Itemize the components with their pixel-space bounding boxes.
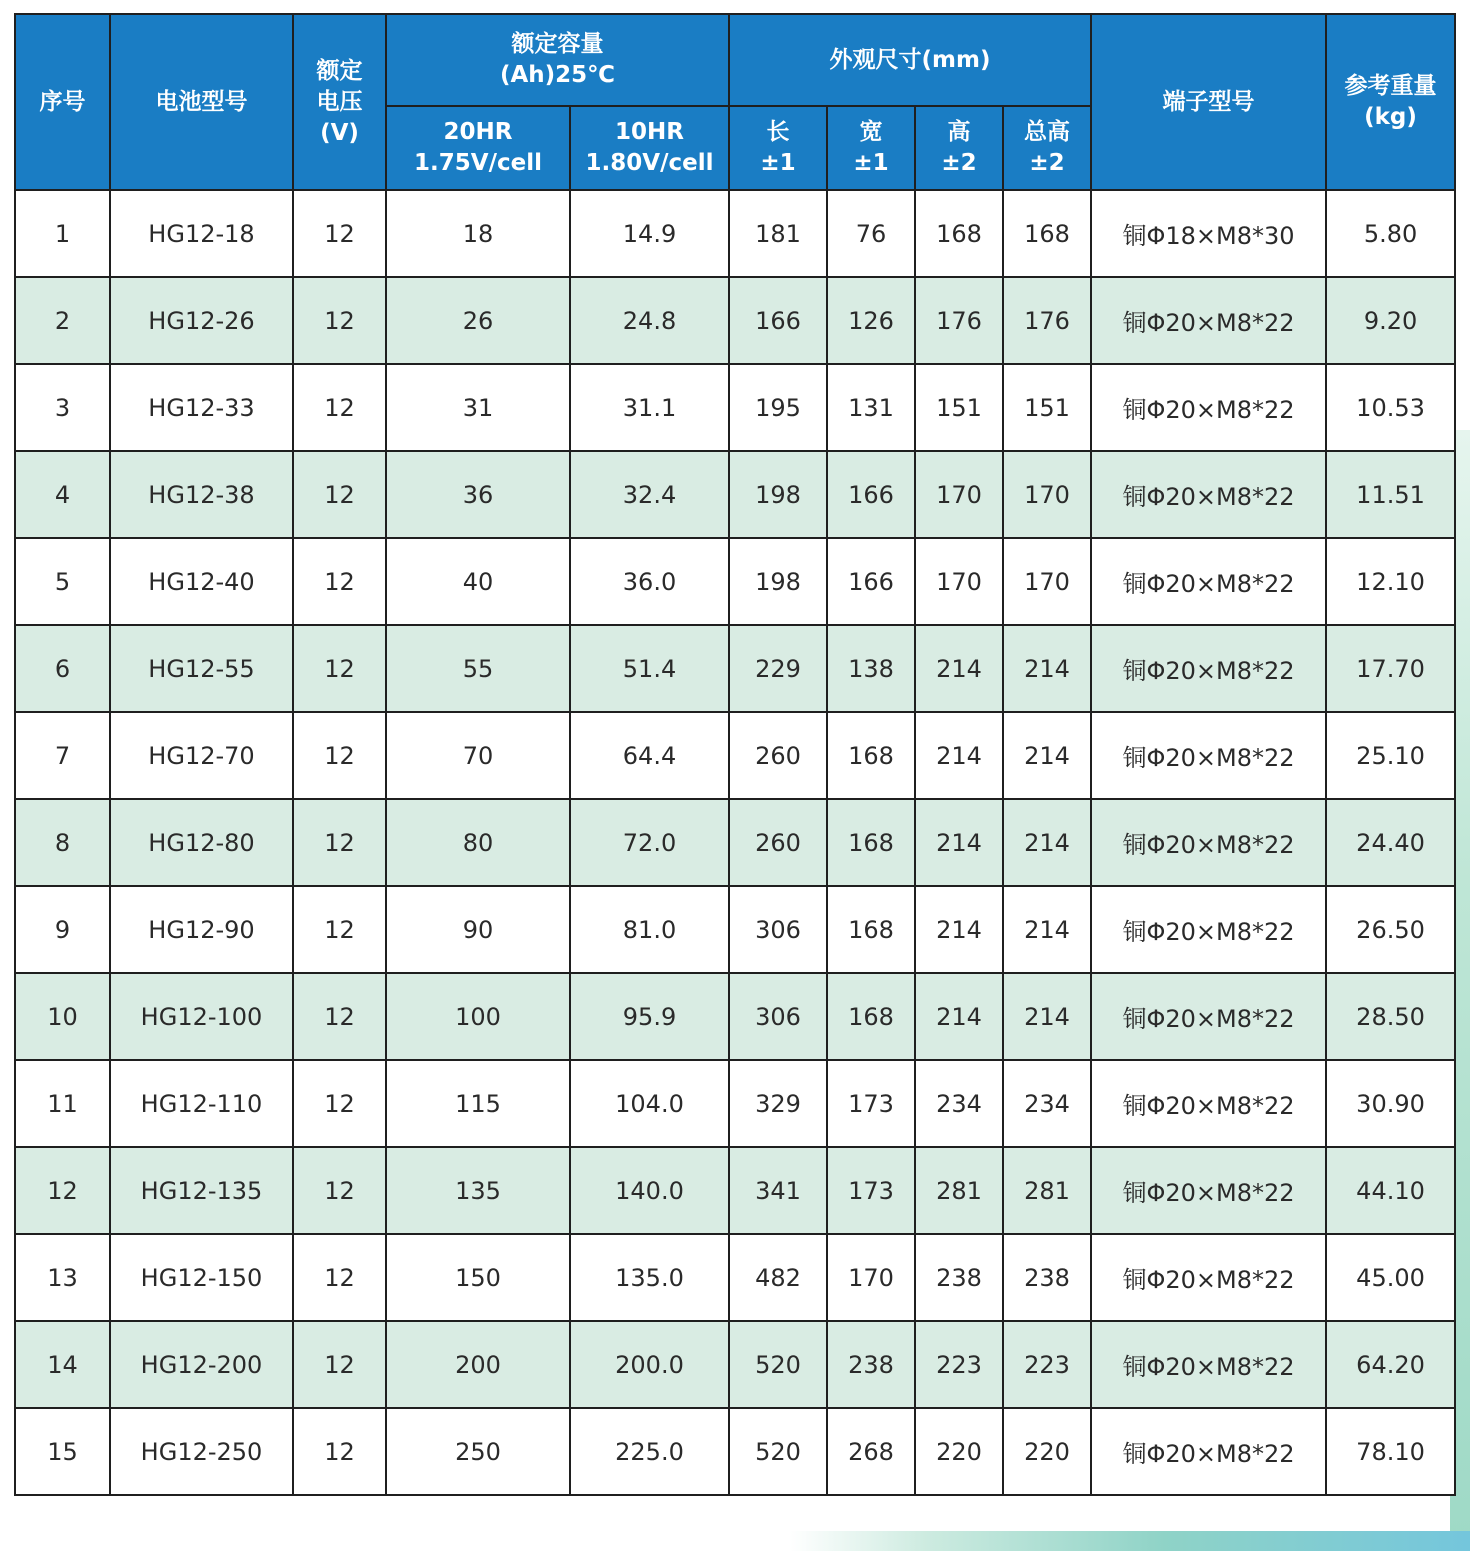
cell-length: 198 — [729, 538, 827, 625]
table-row — [15, 277, 1455, 364]
header-capacity-line2: (Ah)25℃ — [499, 62, 616, 88]
cell-voltage: 12 — [293, 625, 386, 712]
header-cap-10hr-line1: 10HR — [615, 119, 684, 145]
cell-cap-20hr: 55 — [386, 625, 570, 712]
table-row — [15, 364, 1455, 451]
cell-seq: 14 — [15, 1321, 110, 1408]
cell-terminal: 铜Φ18×M8*30 — [1091, 190, 1326, 277]
header-height-line1: 高 — [947, 119, 971, 145]
cell-width: 166 — [827, 538, 915, 625]
cell-width: 170 — [827, 1234, 915, 1321]
header-length-line2: ±1 — [760, 150, 796, 176]
table-row — [15, 799, 1455, 886]
cell-width: 131 — [827, 364, 915, 451]
header-height — [915, 106, 1003, 190]
cell-seq: 12 — [15, 1147, 110, 1234]
header-length-line1: 长 — [766, 119, 790, 145]
cell-width: 126 — [827, 277, 915, 364]
cell-seq: 10 — [15, 973, 110, 1060]
table-row — [15, 451, 1455, 538]
cell-total-height: 214 — [1003, 886, 1091, 973]
cell-model: HG12-200 — [110, 1321, 293, 1408]
cell-height: 214 — [915, 625, 1003, 712]
cell-length: 260 — [729, 799, 827, 886]
cell-seq: 1 — [15, 190, 110, 277]
cell-seq: 4 — [15, 451, 110, 538]
cell-model: HG12-135 — [110, 1147, 293, 1234]
cell-weight: 10.53 — [1326, 364, 1455, 451]
cell-voltage: 12 — [293, 973, 386, 1060]
header-voltage-line1: 额定 — [316, 57, 363, 84]
cell-cap-10hr: 135.0 — [570, 1234, 729, 1321]
cell-voltage: 12 — [293, 1060, 386, 1147]
cell-model: HG12-150 — [110, 1234, 293, 1321]
cell-length: 260 — [729, 712, 827, 799]
cell-voltage: 12 — [293, 190, 386, 277]
cell-cap-20hr: 150 — [386, 1234, 570, 1321]
cell-height: 281 — [915, 1147, 1003, 1234]
header-width-line1: 宽 — [859, 119, 883, 145]
cell-length: 181 — [729, 190, 827, 277]
cell-seq: 13 — [15, 1234, 110, 1321]
cell-weight: 11.51 — [1326, 451, 1455, 538]
cell-cap-10hr: 31.1 — [570, 364, 729, 451]
cell-height: 214 — [915, 799, 1003, 886]
cell-terminal: 铜Φ20×M8*22 — [1091, 973, 1326, 1060]
header-cap-10hr — [570, 106, 729, 190]
cell-length: 329 — [729, 1060, 827, 1147]
cell-width: 168 — [827, 886, 915, 973]
cell-model: HG12-18 — [110, 190, 293, 277]
cell-model: HG12-33 — [110, 364, 293, 451]
cell-model: HG12-90 — [110, 886, 293, 973]
header-cap-20hr-line1: 20HR — [443, 119, 513, 145]
header-total-height — [1003, 106, 1091, 190]
cell-weight: 44.10 — [1326, 1147, 1455, 1234]
cell-length: 306 — [729, 886, 827, 973]
cell-total-height: 281 — [1003, 1147, 1091, 1234]
cell-cap-10hr: 72.0 — [570, 799, 729, 886]
cell-seq: 11 — [15, 1060, 110, 1147]
cell-width: 76 — [827, 190, 915, 277]
cell-length: 482 — [729, 1234, 827, 1321]
cell-terminal: 铜Φ20×M8*22 — [1091, 451, 1326, 538]
cell-height: 234 — [915, 1060, 1003, 1147]
cell-model: HG12-40 — [110, 538, 293, 625]
cell-height: 151 — [915, 364, 1003, 451]
table-row — [15, 625, 1455, 712]
cell-terminal: 铜Φ20×M8*22 — [1091, 886, 1326, 973]
cell-weight: 64.20 — [1326, 1321, 1455, 1408]
table-row — [15, 973, 1455, 1060]
cell-voltage: 12 — [293, 886, 386, 973]
battery-spec-table — [14, 13, 1456, 1496]
cell-seq: 9 — [15, 886, 110, 973]
table-row — [15, 1321, 1455, 1408]
cell-terminal: 铜Φ20×M8*22 — [1091, 1234, 1326, 1321]
cell-seq: 6 — [15, 625, 110, 712]
cell-seq: 2 — [15, 277, 110, 364]
table-row — [15, 886, 1455, 973]
cell-length: 198 — [729, 451, 827, 538]
cell-total-height: 214 — [1003, 973, 1091, 1060]
cell-cap-10hr: 225.0 — [570, 1408, 729, 1495]
cell-cap-20hr: 200 — [386, 1321, 570, 1408]
header-cap-20hr — [386, 106, 570, 190]
cell-height: 214 — [915, 886, 1003, 973]
table-row — [15, 1408, 1455, 1495]
cell-model: HG12-100 — [110, 973, 293, 1060]
cell-model: HG12-250 — [110, 1408, 293, 1495]
table-row — [15, 1147, 1455, 1234]
cell-terminal: 铜Φ20×M8*22 — [1091, 712, 1326, 799]
cell-terminal: 铜Φ20×M8*22 — [1091, 799, 1326, 886]
cell-voltage: 12 — [293, 1147, 386, 1234]
cell-voltage: 12 — [293, 538, 386, 625]
cell-width: 268 — [827, 1408, 915, 1495]
cell-cap-20hr: 26 — [386, 277, 570, 364]
header-total-height-line2: ±2 — [1029, 150, 1065, 176]
cell-total-height: 214 — [1003, 625, 1091, 712]
cell-weight: 45.00 — [1326, 1234, 1455, 1321]
cell-weight: 9.20 — [1326, 277, 1455, 364]
cell-length: 166 — [729, 277, 827, 364]
cell-voltage: 12 — [293, 1408, 386, 1495]
cell-weight: 26.50 — [1326, 886, 1455, 973]
cell-terminal: 铜Φ20×M8*22 — [1091, 1408, 1326, 1495]
cell-weight: 17.70 — [1326, 625, 1455, 712]
cell-width: 173 — [827, 1147, 915, 1234]
cell-voltage: 12 — [293, 1234, 386, 1321]
cell-cap-10hr: 24.8 — [570, 277, 729, 364]
cell-length: 341 — [729, 1147, 827, 1234]
header-capacity — [386, 14, 729, 106]
cell-seq: 7 — [15, 712, 110, 799]
table-row — [15, 1060, 1455, 1147]
cell-length: 229 — [729, 625, 827, 712]
cell-total-height: 170 — [1003, 538, 1091, 625]
cell-voltage: 12 — [293, 364, 386, 451]
table-row — [15, 1234, 1455, 1321]
cell-height: 176 — [915, 277, 1003, 364]
header-terminal: 端子型号 — [1091, 14, 1326, 190]
cell-height: 168 — [915, 190, 1003, 277]
cell-model: HG12-55 — [110, 625, 293, 712]
cell-terminal: 铜Φ20×M8*22 — [1091, 1147, 1326, 1234]
cell-cap-20hr: 36 — [386, 451, 570, 538]
cell-cap-10hr: 51.4 — [570, 625, 729, 712]
cell-voltage: 12 — [293, 277, 386, 364]
cell-cap-20hr: 100 — [386, 973, 570, 1060]
cell-cap-10hr: 14.9 — [570, 190, 729, 277]
cell-cap-20hr: 115 — [386, 1060, 570, 1147]
cell-terminal: 铜Φ20×M8*22 — [1091, 277, 1326, 364]
table-row — [15, 190, 1455, 277]
header-total-height-line1: 总高 — [1024, 119, 1071, 145]
cell-cap-10hr: 81.0 — [570, 886, 729, 973]
cell-seq: 8 — [15, 799, 110, 886]
cell-seq: 3 — [15, 364, 110, 451]
cell-height: 170 — [915, 451, 1003, 538]
header-voltage-unit: (V) — [320, 119, 359, 146]
table-row — [15, 538, 1455, 625]
cell-total-height: 223 — [1003, 1321, 1091, 1408]
cell-model: HG12-80 — [110, 799, 293, 886]
cell-total-height: 176 — [1003, 277, 1091, 364]
cell-voltage: 12 — [293, 451, 386, 538]
cell-cap-20hr: 250 — [386, 1408, 570, 1495]
cell-seq: 15 — [15, 1408, 110, 1495]
cell-total-height: 238 — [1003, 1234, 1091, 1321]
cell-cap-20hr: 90 — [386, 886, 570, 973]
cell-length: 306 — [729, 973, 827, 1060]
header-cap-20hr-line2: 1.75V/cell — [414, 150, 542, 176]
cell-cap-20hr: 80 — [386, 799, 570, 886]
header-cap-10hr-line2: 1.80V/cell — [585, 150, 714, 176]
cell-cap-10hr: 95.9 — [570, 973, 729, 1060]
cell-width: 168 — [827, 799, 915, 886]
cell-height: 170 — [915, 538, 1003, 625]
table-header — [15, 14, 1455, 190]
cell-weight: 24.40 — [1326, 799, 1455, 886]
cell-weight: 30.90 — [1326, 1060, 1455, 1147]
cell-cap-10hr: 200.0 — [570, 1321, 729, 1408]
cell-width: 168 — [827, 973, 915, 1060]
cell-width: 138 — [827, 625, 915, 712]
cell-width: 173 — [827, 1060, 915, 1147]
cell-terminal: 铜Φ20×M8*22 — [1091, 625, 1326, 712]
header-length — [729, 106, 827, 190]
header-model: 电池型号 — [110, 14, 293, 190]
cell-total-height: 170 — [1003, 451, 1091, 538]
cell-total-height: 220 — [1003, 1408, 1091, 1495]
cell-terminal: 铜Φ20×M8*22 — [1091, 538, 1326, 625]
cell-cap-10hr: 104.0 — [570, 1060, 729, 1147]
cell-model: HG12-26 — [110, 277, 293, 364]
cell-weight: 28.50 — [1326, 973, 1455, 1060]
cell-total-height: 214 — [1003, 799, 1091, 886]
cell-seq: 5 — [15, 538, 110, 625]
header-weight-line1: 参考重量 — [1344, 73, 1437, 99]
cell-cap-20hr: 31 — [386, 364, 570, 451]
cell-cap-20hr: 18 — [386, 190, 570, 277]
cell-terminal: 铜Φ20×M8*22 — [1091, 1060, 1326, 1147]
cell-voltage: 12 — [293, 1321, 386, 1408]
cell-terminal: 铜Φ20×M8*22 — [1091, 364, 1326, 451]
cell-model: HG12-38 — [110, 451, 293, 538]
header-width — [827, 106, 915, 190]
cell-length: 195 — [729, 364, 827, 451]
cell-height: 238 — [915, 1234, 1003, 1321]
cell-total-height: 234 — [1003, 1060, 1091, 1147]
cell-cap-10hr: 36.0 — [570, 538, 729, 625]
cell-weight: 5.80 — [1326, 190, 1455, 277]
cell-model: HG12-110 — [110, 1060, 293, 1147]
header-capacity-line1: 额定容量 — [511, 31, 604, 57]
cell-height: 223 — [915, 1321, 1003, 1408]
cell-width: 166 — [827, 451, 915, 538]
cell-length: 520 — [729, 1408, 827, 1495]
cell-terminal: 铜Φ20×M8*22 — [1091, 1321, 1326, 1408]
cell-width: 168 — [827, 712, 915, 799]
header-weight — [1326, 14, 1455, 190]
cell-voltage: 12 — [293, 712, 386, 799]
cell-cap-10hr: 32.4 — [570, 451, 729, 538]
cell-total-height: 151 — [1003, 364, 1091, 451]
cell-length: 520 — [729, 1321, 827, 1408]
cell-weight: 25.10 — [1326, 712, 1455, 799]
cell-weight: 78.10 — [1326, 1408, 1455, 1495]
header-weight-unit: (kg) — [1364, 104, 1417, 130]
header-width-line2: ±1 — [853, 150, 889, 176]
header-voltage-line2: 电压 — [316, 88, 363, 115]
cell-total-height: 168 — [1003, 190, 1091, 277]
header-seq: 序号 — [15, 14, 110, 190]
cell-height: 220 — [915, 1408, 1003, 1495]
header-dimensions: 外观尺寸(mm) — [729, 14, 1091, 106]
cell-cap-20hr: 70 — [386, 712, 570, 799]
header-height-line2: ±2 — [941, 150, 977, 176]
cell-height: 214 — [915, 973, 1003, 1060]
header-voltage — [293, 14, 386, 190]
cell-height: 214 — [915, 712, 1003, 799]
cell-cap-10hr: 140.0 — [570, 1147, 729, 1234]
cell-cap-20hr: 135 — [386, 1147, 570, 1234]
cell-weight: 12.10 — [1326, 538, 1455, 625]
cell-cap-20hr: 40 — [386, 538, 570, 625]
cell-model: HG12-70 — [110, 712, 293, 799]
decorative-gradient-bottom — [790, 1531, 1470, 1551]
table-row — [15, 712, 1455, 799]
cell-width: 238 — [827, 1321, 915, 1408]
cell-voltage: 12 — [293, 799, 386, 886]
cell-total-height: 214 — [1003, 712, 1091, 799]
cell-cap-10hr: 64.4 — [570, 712, 729, 799]
header-row-top — [15, 14, 1455, 106]
table-body — [15, 190, 1455, 1495]
